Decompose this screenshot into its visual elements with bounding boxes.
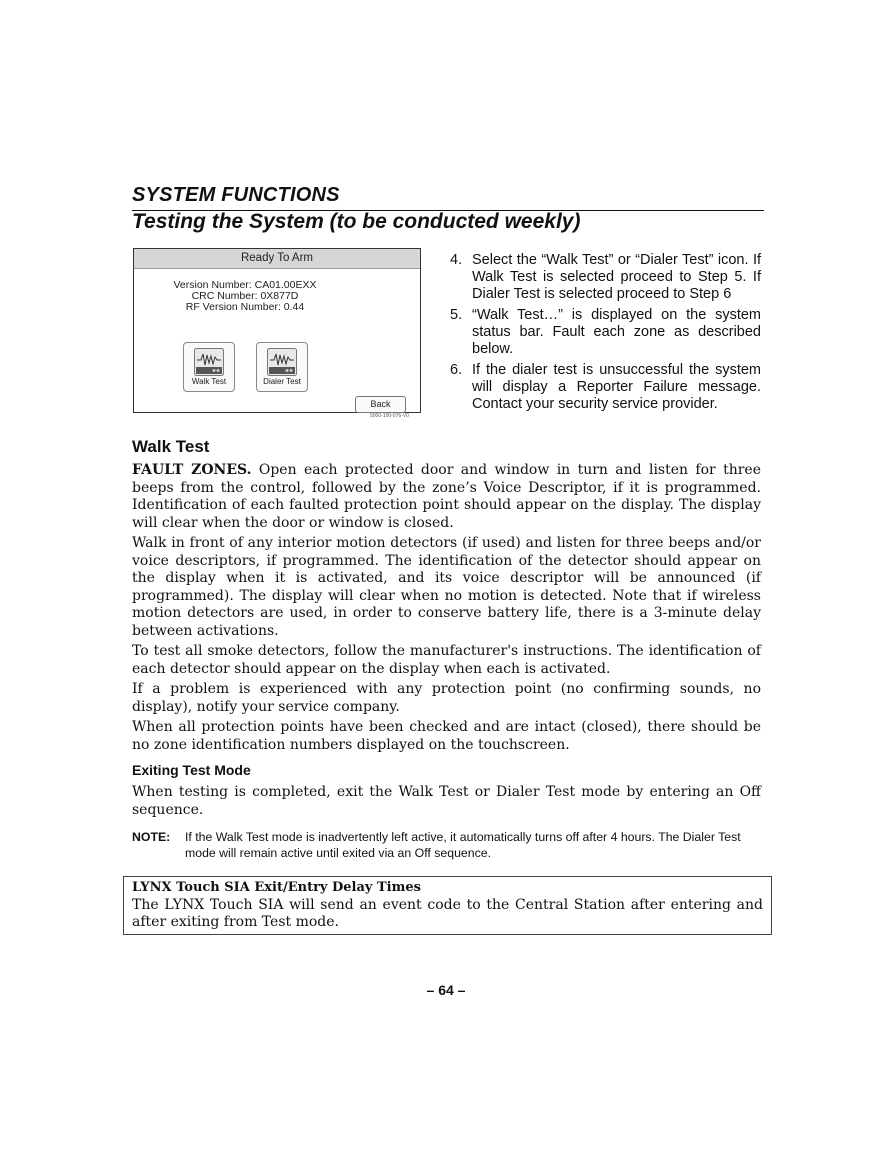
- walk-test-heading: Walk Test: [132, 437, 210, 456]
- list-item: [450, 362, 761, 413]
- exiting-test-mode-body: When testing is completed, exit the Walk Test or Dialer Test mode by entering an Off sequence.: [132, 784, 761, 818]
- dialer-test-icon: [267, 348, 297, 376]
- note: [132, 830, 761, 861]
- paragraph: [132, 462, 761, 532]
- note-text: If the Walk Test mode is inadvertently left active, it automatically turns off after 4 hours. The Dialer Test mode will remain active until exited via an Off sequence.: [185, 830, 741, 860]
- boxed-note-title: LYNX Touch SIA Exit/Entry Delay Times: [132, 880, 421, 895]
- exiting-test-mode-heading: Exiting Test Mode: [132, 762, 251, 778]
- dialer-test-button[interactable]: [256, 342, 308, 392]
- figure-part-code: 5000-100-076-V0: [370, 413, 409, 419]
- step-number: 4.: [450, 252, 463, 268]
- touchscreen-figure: [133, 248, 421, 413]
- paragraph: If a problem is experienced with any protection point (no confirming sounds, no display), notify your service company.: [132, 681, 761, 715]
- step-number: 6.: [450, 362, 463, 378]
- walk-test-body: [132, 462, 761, 757]
- rf-version-number: RF Version Number: 0.44: [185, 301, 305, 313]
- back-button[interactable]: Back: [355, 396, 406, 413]
- list-item: [450, 252, 761, 303]
- paragraph: Walk in front of any interior motion detectors (if used) and listen for three beeps and/or voice descriptors, if programmed. The identification of the detector should appear on the display when it is activated, and its voice descriptor will be announced (if programmed). The display will clear when no motion is detected. Note that if wireless motion detectors are used, in order to conserve battery life, there is a 3-minute delay between activations.: [132, 535, 761, 639]
- paragraph: To test all smoke detectors, follow the manufacturer's instructions. The identification of each detector should appear on the display when each is activated.: [132, 643, 761, 677]
- version-number: Version Number: CA01.00EXX: [173, 279, 317, 291]
- page-number: – 64 –: [426, 982, 466, 998]
- step-number: 5.: [450, 307, 463, 323]
- note-label: NOTE:: [132, 830, 171, 844]
- list-item: [450, 307, 761, 358]
- crc-number: CRC Number: 0X877D: [191, 290, 299, 302]
- fault-zones-lead: FAULT ZONES.: [132, 462, 252, 478]
- boxed-note-text: The LYNX Touch SIA will send an event code to the Central Station after entering and after exiting from Test mode.: [132, 896, 763, 930]
- boxed-note: [123, 876, 772, 935]
- page-title: Testing the System (to be conducted weekly): [132, 210, 581, 233]
- step-text: Select the “Walk Test” or “Dialer Test” icon. If Walk Test is selected proceed to Step 5. If Dialer Test is selected proceed to Step 6: [472, 252, 761, 302]
- walk-test-icon: [194, 348, 224, 376]
- walk-test-button[interactable]: [183, 342, 235, 392]
- step-text: “Walk Test…” is displayed on the system status bar. Fault each zone as described below.: [472, 307, 761, 357]
- steps-list: [450, 252, 761, 417]
- step-text: If the dialer test is unsuccessful the system will display a Reporter Failure message. Contact your security service provider.: [472, 362, 761, 412]
- walk-test-label: Walk Test: [191, 377, 227, 386]
- status-bar: Ready To Arm: [134, 249, 420, 269]
- dialer-test-label: Dialer Test: [263, 377, 301, 386]
- section-heading: SYSTEM FUNCTIONS: [132, 184, 340, 206]
- fault-zones-text: Open each protected door and window in turn and listen for three beeps from the control, followed by the zone’s Voice Descriptor, if it is programmed. Identification of each faulted protection point should appear on the display. The display will clear when the door or window is closed.: [132, 462, 761, 531]
- paragraph: When all protection points have been checked and are intact (closed), there should be no zone identification numbers displayed on the touchscreen.: [132, 719, 761, 753]
